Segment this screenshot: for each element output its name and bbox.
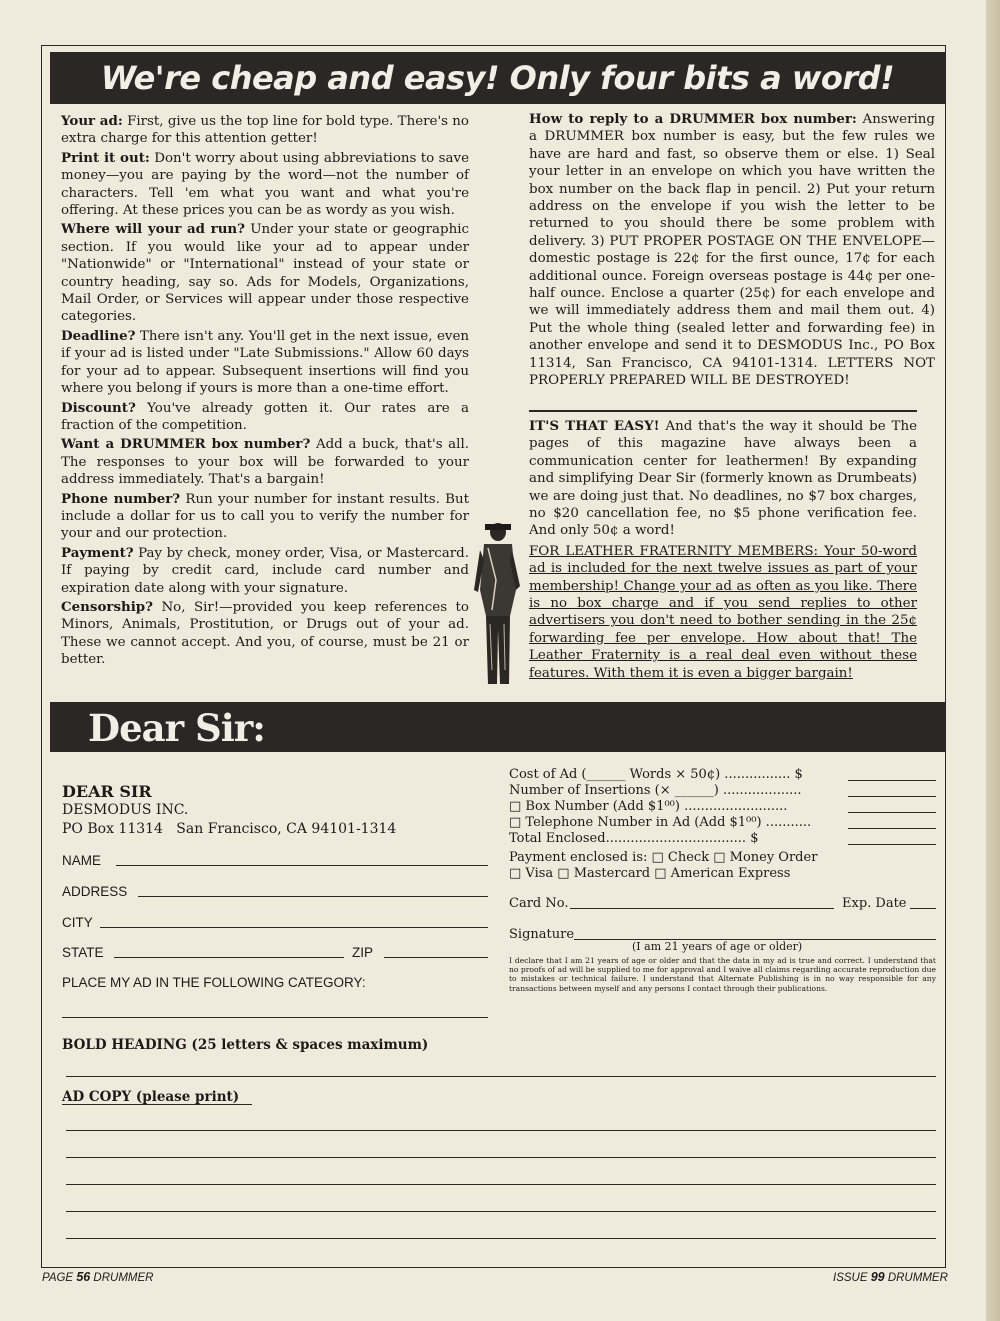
zip-label: ZIP: [352, 945, 374, 960]
dear-sir-banner: [50, 702, 945, 752]
banner-title: We're cheap and easy! Only four bits a word!: [100, 59, 895, 97]
insertions-row: Number of Insertions (× ______) ...................: [509, 783, 802, 798]
easy-heading: IT'S THAT EASY!: [529, 418, 660, 434]
exp-date-label: Exp. Date: [842, 896, 907, 911]
para-discount: Discount? You've already gotten it. Our rates are a fraction of the competition.: [61, 399, 469, 433]
city-label: CITY: [62, 915, 93, 930]
ad-copy-line-3[interactable]: [66, 1184, 936, 1185]
ad-copy-label: AD COPY (please print): [62, 1089, 240, 1105]
ad-copy-line-4[interactable]: [66, 1211, 936, 1212]
para-phone-number: Phone number? Run your number for instant results. But include a dollar for us to call you to verify the number for your and our protection.: [61, 490, 470, 542]
easy-text: And that's the way it should be The pages of this magazine have always been a communication center for leathermen! By expanding and simplifying Dear Sir (formerly known as Drumbeats) we are doing just that. No deadlines, no $7 box charges, no $20 cancellation fee, no $5 phone verification fee. And only 50¢ a word!: [529, 419, 918, 539]
signature-label: Signature: [509, 927, 575, 942]
para-print-it-out: Print it out: Don't worry about using abbreviations to save money—you are paying by the word—not the number of characters. Tell 'em what you want and what you're offering. At these prices you can be as wordy as you wish.: [61, 149, 469, 219]
reply-heading: How to reply to a DRUMMER box number:: [529, 111, 857, 127]
dear-sir-title: Dear Sir:: [88, 706, 265, 750]
telephone-line[interactable]: [848, 828, 936, 829]
para-where-will-ad-run: Where will your ad run? Under your state or geographic section. If you would like your ad to appear under "Nationwide" or "International" instead of your state or country heading, say so. Ads for Models, Organizations, Mail Order, or Services will appear under those respective categories.: [61, 221, 469, 325]
bold-heading-label: BOLD HEADING (25 letters & spaces maximum): [62, 1037, 429, 1053]
leatherman-illustration: [470, 520, 525, 688]
address-line2: PO Box 11314 San Francisco, CA 94101-1314: [62, 821, 397, 837]
bold-heading-line[interactable]: [66, 1076, 936, 1077]
address-title: DEAR SIR: [62, 782, 152, 801]
cost-of-ad-line[interactable]: [848, 780, 936, 781]
left-column: [61, 113, 469, 671]
para-censorship: Censorship? No, Sir!—provided you keep references to Minors, Animals, Prostitution, or Drugs out of your ad. These we cannot accept. And you, of course, must be 21 or better.: [61, 598, 469, 668]
payment-options-2[interactable]: □ Visa □ Mastercard □ American Express: [509, 866, 791, 881]
ad-copy-line-1[interactable]: [66, 1130, 936, 1131]
address-line1: DESMODUS INC.: [62, 802, 189, 818]
address-line[interactable]: [138, 896, 488, 897]
footer-left: PAGE 56 DRUMMER: [42, 1270, 154, 1284]
declaration-text: I declare that I am 21 years of age or older and that the data in my ad is true and correct. I understand that no proofs of ad will be supplied to me for approval and I waive all claims regarding accurate reproduction due to mistakes or technical failure. I understand that Alternate Publishing is in no way responsible for any transactions between myself and any persons I contact through their publications.: [509, 956, 936, 993]
insertions-line[interactable]: [848, 796, 936, 797]
total-enclosed-row: Total Enclosed.................................. $: [509, 831, 759, 846]
ad-copy-line-5[interactable]: [66, 1238, 936, 1239]
zip-line[interactable]: [384, 957, 488, 958]
category-line[interactable]: [62, 1017, 488, 1018]
category-label: PLACE MY AD IN THE FOLLOWING CATEGORY:: [62, 975, 366, 990]
payment-options-1[interactable]: Payment enclosed is: □ Check □ Money Order: [509, 850, 818, 865]
age-note: (I am 21 years of age or older): [632, 940, 803, 953]
telephone-row[interactable]: □ Telephone Number in Ad (Add $1⁰⁰) ...........: [509, 815, 812, 830]
reply-instructions: [529, 111, 935, 392]
easy-section: [529, 418, 917, 684]
card-number-label: Card No.: [509, 896, 569, 911]
header-banner: [50, 52, 945, 104]
exp-date-line[interactable]: [910, 908, 936, 909]
fraternity-text: FOR LEATHER FRATERNITY MEMBERS: Your 50-word ad is included for the next twelve issues as part of your membership! Change your ad as often as you like. There is no box charge and if you send replies to other advertisers you don't need to bother sending in the 25¢ forwarding fee per envelope. How about that! The Leather Fraternity is a real deal even without these features. With them it is even a bigger bargain!: [529, 543, 917, 681]
mailing-address: [62, 782, 396, 839]
name-line[interactable]: [116, 865, 488, 866]
total-enclosed-line[interactable]: [848, 844, 936, 845]
name-label: NAME: [62, 853, 102, 868]
reply-text: Answering a DRUMMER box number is easy, but the few rules we have are hard and fast, so observe them or else. 1) Seal your letter in an envelope on which you have written the box number on the back flap in pencil. 2) Put your return address on the envelope if you wish the letter to be returned to you should there be some problem with delivery. 3) PUT PROPER POSTAGE ON THE ENVELOPE—domestic postage is 22¢ for the first ounce, 17¢ for each additional ounce. Foreign overseas postage is 44¢ per one-half ounce. Enclose a quarter (25¢) for each envelope and we will immediately address them and mail them out. 4) Put the whole thing (sealed letter and forwarding fee) in another envelope and send it to DESMODUS Inc., PO Box 11314, San Francisco, CA 94101-1314. LETTERS NOT PROPERLY PREPARED WILL BE DESTROYED!: [529, 112, 935, 389]
ad-copy-underline: [62, 1104, 252, 1105]
cost-of-ad-row: Cost of Ad (______ Words × 50¢) ................ $: [509, 767, 803, 782]
state-label: STATE: [62, 945, 104, 960]
para-your-ad: Your ad: First, give us the top line for bold type. There's no extra charge for this attention getter!: [61, 113, 469, 147]
address-label: ADDRESS: [62, 884, 128, 899]
page-edge: [986, 0, 1000, 1321]
para-deadline: Deadline? There isn't any. You'll get in the next issue, even if your ad is listed under "Late Submissions." Allow 60 days for your ad to appear. Subsequent insertions will find you where you belong if yours is more than a one-time effort.: [61, 327, 469, 397]
para-payment: Payment? Pay by check, money order, Visa, or Mastercard. If paying by credit card, include card number and expiration date along with your signature.: [61, 544, 469, 596]
footer-right: ISSUE 99 DRUMMER: [833, 1270, 948, 1284]
box-number-row[interactable]: □ Box Number (Add $1⁰⁰) .........................: [509, 799, 788, 814]
para-box-number: Want a DRUMMER box number? Add a buck, that's all. The responses to your box will be forwarded to your address immediately. That's a bargain!: [61, 436, 469, 488]
box-number-line[interactable]: [848, 812, 936, 813]
divider: [529, 410, 917, 412]
city-line[interactable]: [100, 927, 488, 928]
state-line[interactable]: [114, 957, 344, 958]
ad-copy-line-2[interactable]: [66, 1157, 936, 1158]
card-number-line[interactable]: [570, 908, 834, 909]
